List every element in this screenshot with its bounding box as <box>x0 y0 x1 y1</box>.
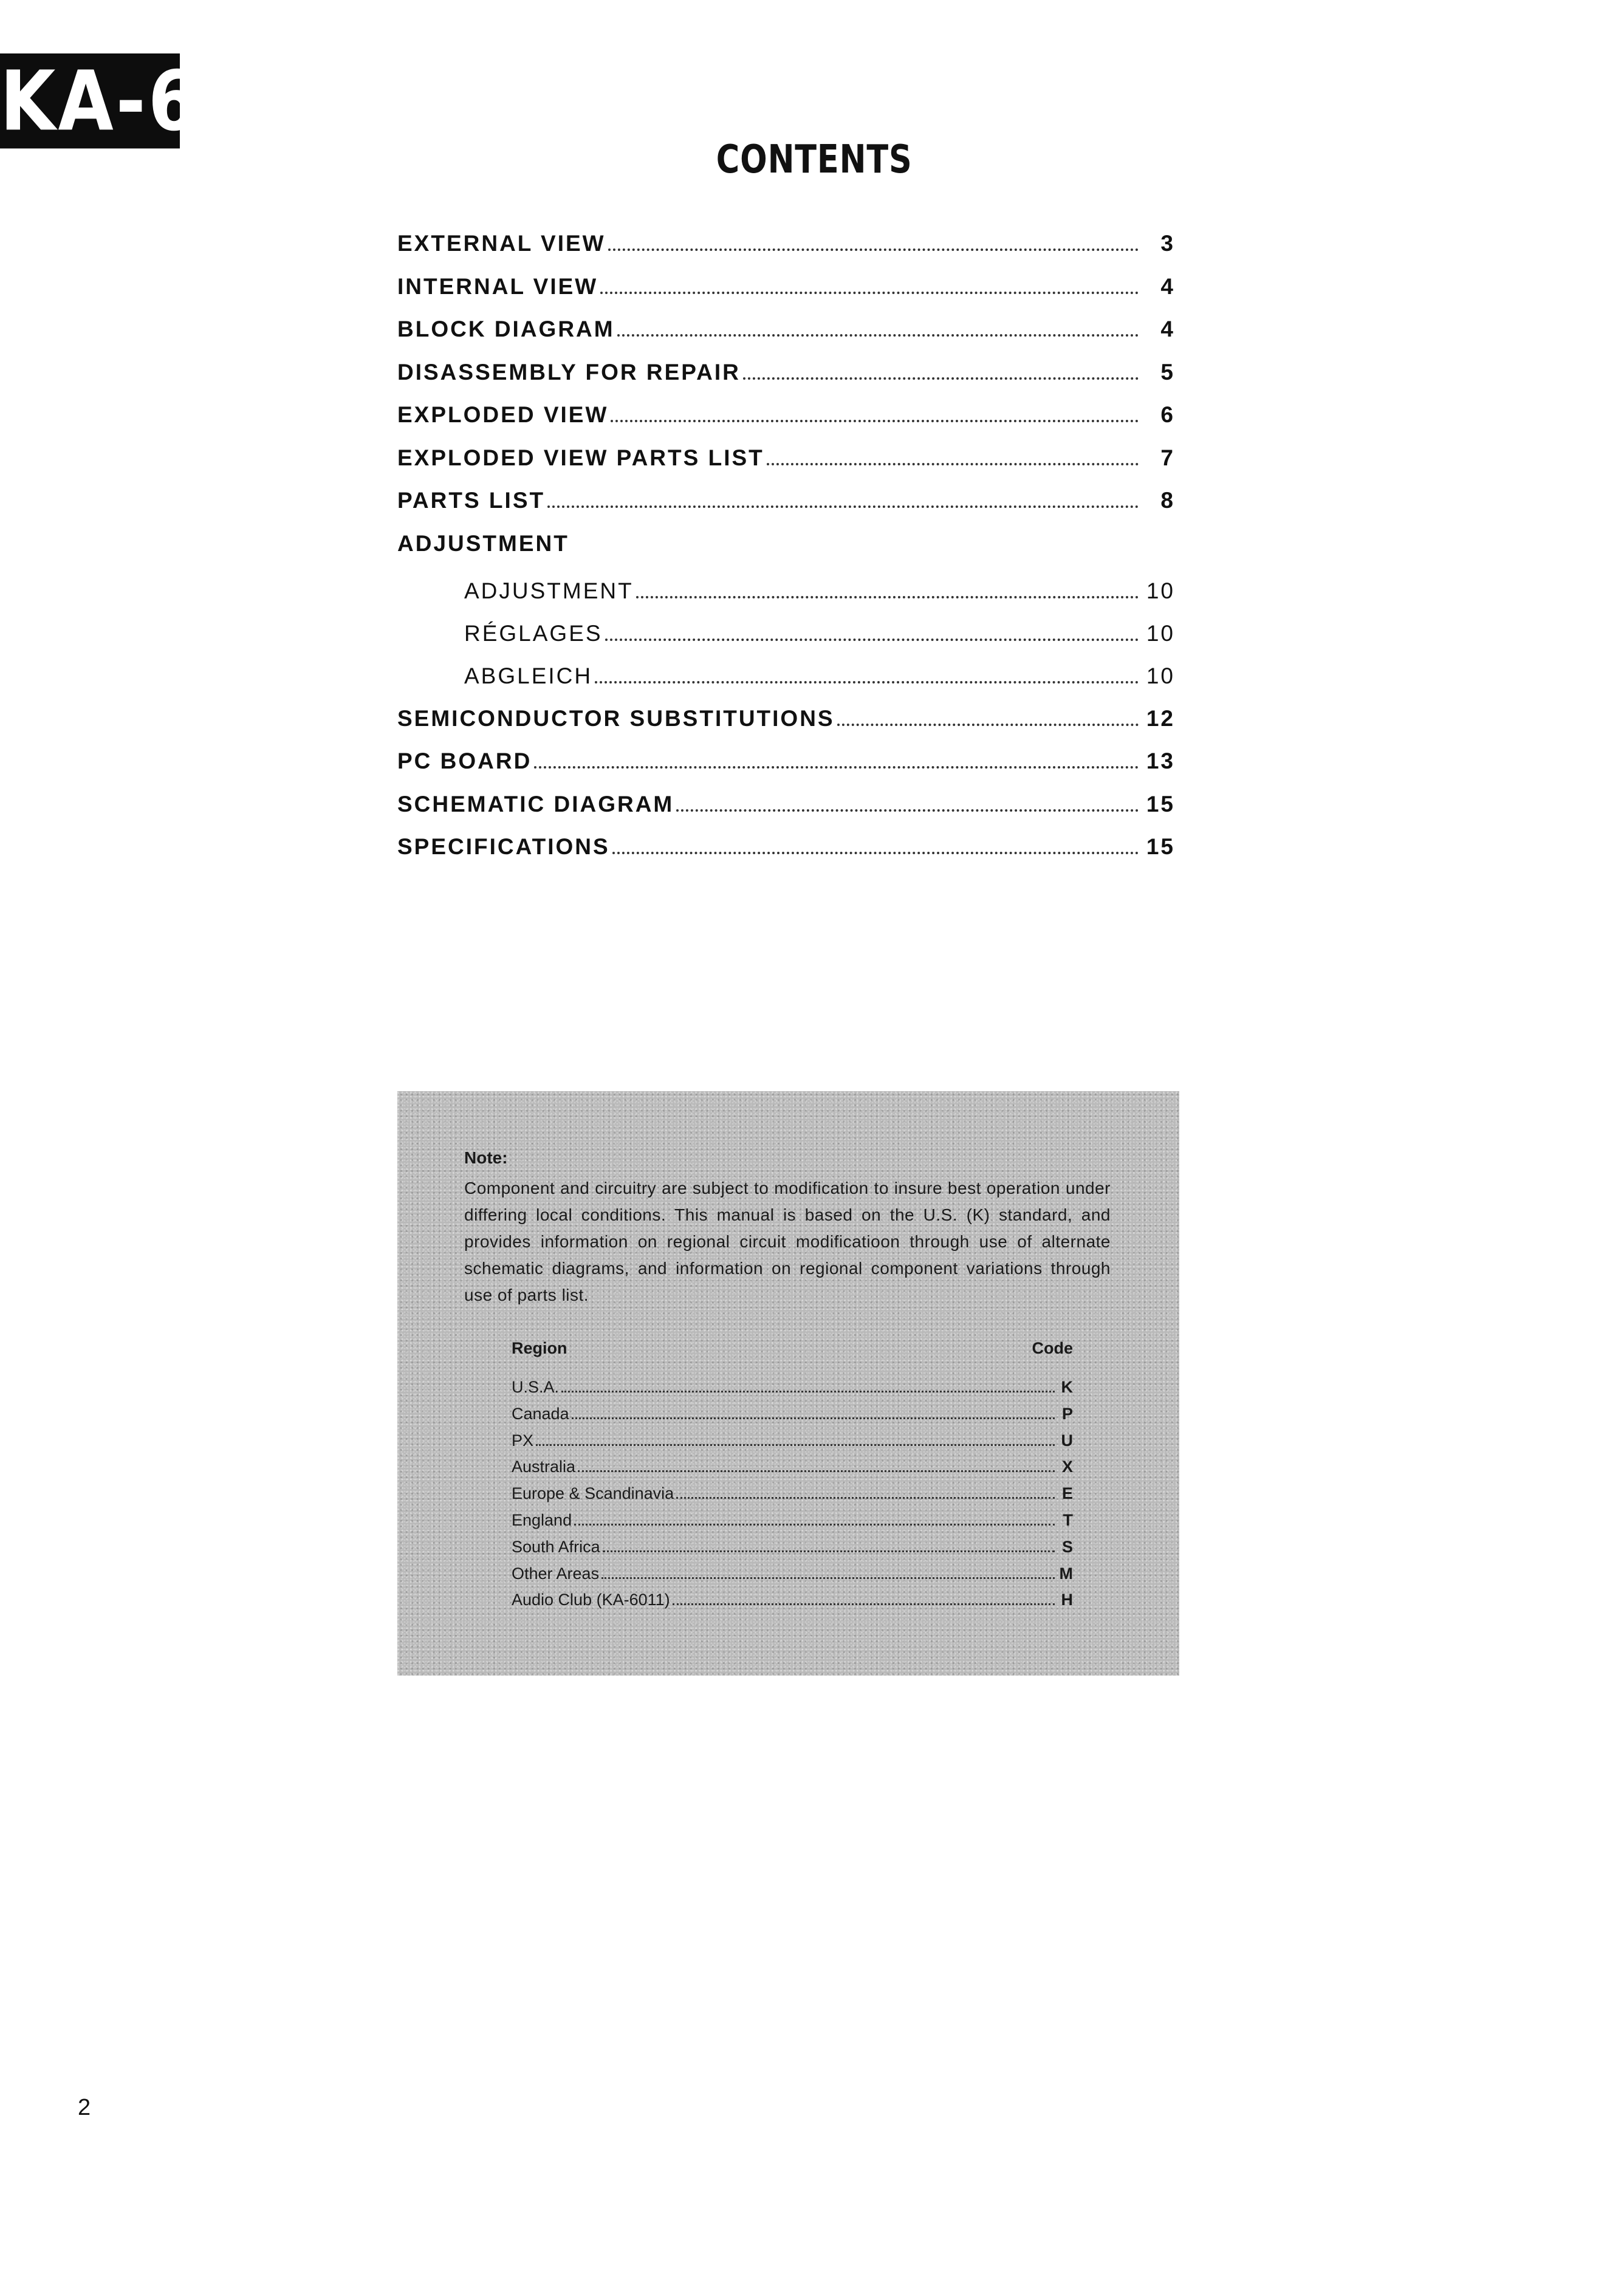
toc-entry-label: DISASSEMBLY FOR REPAIR <box>397 359 741 385</box>
regional-note-panel <box>397 1091 1179 1676</box>
toc-entry-page: 6 <box>1160 402 1175 427</box>
toc-entry-pc-board[interactable] <box>397 748 1175 792</box>
toc-entry-label: EXPLODED VIEW PARTS LIST <box>397 445 764 470</box>
dot-leader <box>676 809 1139 812</box>
region-row <box>512 1511 1073 1538</box>
dot-leader <box>673 1603 1055 1605</box>
toc-entry-exploded-view[interactable] <box>397 402 1175 445</box>
toc-entry-page: 10 <box>1146 620 1175 646</box>
region-row <box>512 1538 1073 1564</box>
toc-entry-page: 4 <box>1160 273 1175 299</box>
dot-leader <box>601 1577 1055 1579</box>
region-row <box>512 1564 1073 1591</box>
toc-entry-page: 7 <box>1160 445 1175 470</box>
toc-entry-page: 15 <box>1146 791 1175 817</box>
region-name: U.S.A. <box>512 1378 560 1396</box>
toc-entry-adjustment-en[interactable] <box>397 578 1175 621</box>
dot-leader <box>578 1470 1055 1472</box>
page-number: 2 <box>78 2095 91 2120</box>
region-name: Europe & Scandinavia <box>512 1484 674 1503</box>
code-column-header: Code <box>1032 1339 1073 1357</box>
dot-leader <box>608 248 1139 251</box>
toc-entry-page: 8 <box>1160 488 1175 513</box>
dot-leader <box>536 1444 1055 1446</box>
region-row <box>512 1431 1073 1458</box>
toc-entry-specifications[interactable] <box>397 834 1175 877</box>
toc-entry-label: EXTERNAL VIEW <box>397 231 606 256</box>
region-code: K <box>1061 1378 1073 1396</box>
region-code: U <box>1061 1431 1073 1450</box>
dot-leader <box>743 377 1139 380</box>
toc-section-adjustment[interactable] <box>397 531 1175 578</box>
toc-entry-page: 10 <box>1146 663 1175 688</box>
region-name: Australia <box>512 1457 576 1476</box>
region-column-header: Region <box>512 1339 567 1357</box>
toc-entry-page: 4 <box>1160 317 1175 341</box>
dot-leader <box>612 852 1139 854</box>
toc-entry-label: PARTS LIST <box>397 488 546 513</box>
note-body-text: Component and circuitry are subject to modification to insure best operation under differing local conditions. This manual is based on the U.S. (K) standard, and provides information on regional circuit modificatioon through use of alternate schematic diagrams, and information on regional component variations through use of parts list. <box>464 1179 1111 1304</box>
region-table-header <box>512 1339 1073 1358</box>
dot-leader <box>595 681 1139 683</box>
toc-entry-page: 3 <box>1160 231 1175 256</box>
dot-leader <box>617 334 1139 337</box>
toc-entry-label: SPECIFICATIONS <box>397 834 610 859</box>
toc-entry-semiconductor-substitutions[interactable] <box>397 706 1175 749</box>
dot-leader <box>603 1550 1055 1552</box>
dot-leader <box>837 724 1139 726</box>
toc-entry-label: ADJUSTMENT <box>397 530 569 556</box>
toc-entry-abgleich[interactable] <box>397 663 1175 706</box>
toc-entry-disassembly-for-repair[interactable] <box>397 360 1175 403</box>
toc-entry-label: RÉGLAGES <box>464 620 603 646</box>
toc-entry-schematic-diagram[interactable] <box>397 792 1175 835</box>
dot-leader <box>600 292 1139 294</box>
region-name: PX <box>512 1431 534 1450</box>
toc-entry-page: 5 <box>1160 359 1175 385</box>
toc-entry-label: BLOCK DIAGRAM <box>397 317 615 341</box>
region-name: Audio Club (KA-6011) <box>512 1591 670 1609</box>
region-code-list <box>512 1378 1073 1617</box>
toc-entry-label: ADJUSTMENT <box>464 578 634 603</box>
region-row <box>512 1591 1073 1617</box>
region-name: South Africa <box>512 1537 600 1556</box>
page-title: CONTENTS <box>716 137 913 182</box>
note-heading: Note: <box>464 1148 508 1167</box>
dot-leader <box>547 505 1139 508</box>
dot-leader <box>534 766 1139 769</box>
toc-entry-label: PC BOARD <box>397 748 532 773</box>
region-name: Canada <box>512 1404 569 1423</box>
region-name: Other Areas <box>512 1564 600 1583</box>
model-badge: KA-601 <box>0 52 306 149</box>
toc-entry-reglages[interactable] <box>397 621 1175 663</box>
region-row <box>512 1484 1073 1511</box>
dot-leader <box>572 1417 1055 1419</box>
region-code: M <box>1059 1564 1073 1583</box>
toc-entry-label: SEMICONDUCTOR SUBSTITUTIONS <box>397 705 835 731</box>
region-code: T <box>1063 1510 1073 1529</box>
region-row <box>512 1405 1073 1431</box>
dot-leader <box>676 1497 1055 1499</box>
toc-entry-block-diagram[interactable] <box>397 317 1175 360</box>
toc-entry-label: ABGLEICH <box>464 663 593 688</box>
toc-entry-parts-list[interactable] <box>397 488 1175 531</box>
toc-entry-external-view[interactable] <box>397 231 1175 274</box>
dot-leader <box>767 463 1139 465</box>
toc-entry-page: 10 <box>1146 578 1175 603</box>
region-name: England <box>512 1510 572 1529</box>
dot-leader <box>605 639 1139 641</box>
region-code: X <box>1061 1457 1073 1476</box>
region-code: H <box>1061 1591 1073 1609</box>
toc-entry-exploded-view-parts-list[interactable] <box>397 445 1175 488</box>
toc-entry-label: EXPLODED VIEW <box>397 402 609 427</box>
table-of-contents <box>397 231 1175 877</box>
dot-leader <box>636 596 1139 598</box>
region-code: P <box>1061 1404 1073 1423</box>
dot-leader <box>561 1391 1055 1392</box>
toc-entry-page: 13 <box>1146 748 1175 773</box>
toc-entry-page: 12 <box>1146 705 1175 731</box>
dot-leader <box>574 1524 1055 1526</box>
region-row <box>512 1457 1073 1484</box>
dot-leader <box>611 420 1139 422</box>
region-code: S <box>1061 1537 1073 1556</box>
toc-entry-internal-view[interactable] <box>397 274 1175 317</box>
region-row <box>512 1378 1073 1405</box>
toc-entry-page: 15 <box>1146 834 1175 859</box>
region-code: E <box>1061 1484 1073 1503</box>
toc-entry-label: SCHEMATIC DIAGRAM <box>397 791 674 817</box>
toc-entry-label: INTERNAL VIEW <box>397 273 598 299</box>
